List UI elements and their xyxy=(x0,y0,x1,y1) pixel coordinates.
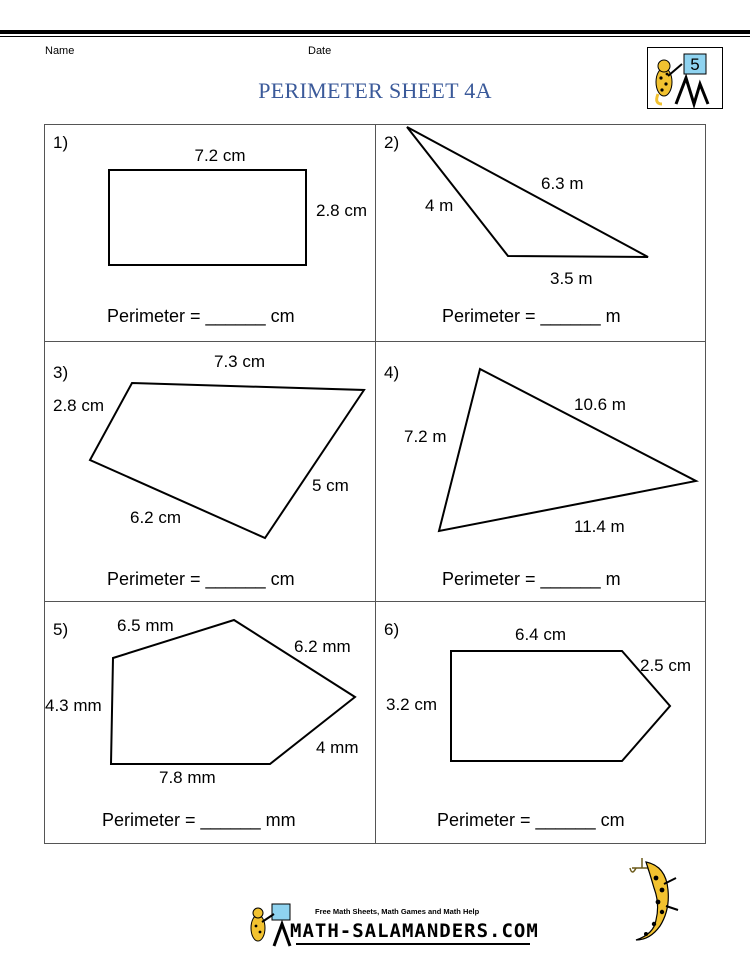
problem-5 xyxy=(44,601,376,844)
side-label: 7.2 cm xyxy=(194,146,246,165)
side-label: 6.3 m xyxy=(541,174,584,193)
footer-site-name: MATH-SALAMANDERS.COM xyxy=(290,920,539,942)
side-label: 2.8 cm xyxy=(53,396,105,415)
problem-3 xyxy=(44,341,376,602)
problem-number: 2) xyxy=(384,133,400,152)
problem-2 xyxy=(375,124,706,342)
perimeter-prompt: Perimeter = ______ cm xyxy=(107,569,295,589)
problem-6 xyxy=(375,601,706,844)
perimeter-prompt: Perimeter = ______ cm xyxy=(107,306,295,326)
side-label: 3.5 m xyxy=(550,269,593,288)
side-label: 10.6 m xyxy=(574,395,626,414)
pentagon-shape xyxy=(376,602,707,845)
side-label: 7.3 cm xyxy=(214,352,266,371)
grade-number: 5 xyxy=(690,55,700,74)
side-label: 6.4 cm xyxy=(515,625,567,644)
page-title: PERIMETER SHEET 4A xyxy=(258,78,492,103)
side-label: 6.2 mm xyxy=(294,637,351,656)
name-label: Name xyxy=(45,45,75,57)
side-label: 4.3 mm xyxy=(45,696,102,715)
perimeter-prompt: Perimeter = ______ m xyxy=(442,569,621,589)
problems-grid xyxy=(44,124,706,844)
problem-number: 1) xyxy=(53,133,69,152)
perimeter-prompt: Perimeter = ______ m xyxy=(442,306,621,326)
side-label: 7.8 mm xyxy=(159,768,216,787)
side-label: 6.5 mm xyxy=(117,616,174,635)
side-label: 5 cm xyxy=(312,476,349,495)
side-label: 6.2 cm xyxy=(130,508,182,527)
footer-underline xyxy=(296,943,530,945)
problem-number: 3) xyxy=(53,363,69,382)
date-label: Date xyxy=(308,45,332,57)
triangle-shape xyxy=(376,342,707,603)
top-rule xyxy=(0,30,750,34)
perimeter-prompt: Perimeter = ______ cm xyxy=(437,810,625,830)
footer-tagline: Free Math Sheets, Math Games and Math Help xyxy=(315,907,480,916)
side-label: 2.5 cm xyxy=(640,656,692,675)
side-label: 7.2 m xyxy=(404,427,447,446)
side-label: 2.8 cm xyxy=(316,201,368,220)
top-rule-thin xyxy=(0,36,750,37)
pentagon-shape xyxy=(45,602,377,845)
grade-logo xyxy=(647,47,723,109)
side-label: 4 mm xyxy=(316,738,359,757)
side-label: 4 m xyxy=(425,196,454,215)
side-label: 11.4 m xyxy=(574,517,625,536)
problem-number: 4) xyxy=(384,363,400,382)
problem-1 xyxy=(44,124,376,342)
side-label: 3.2 cm xyxy=(386,695,438,714)
salamander-grade-icon xyxy=(648,48,722,108)
problem-number: 5) xyxy=(53,620,69,639)
salamander-scales-icon xyxy=(624,848,704,948)
perimeter-prompt: Perimeter = ______ mm xyxy=(102,810,296,830)
quadrilateral-shape xyxy=(45,342,377,603)
problem-number: 6) xyxy=(384,620,400,639)
problem-4 xyxy=(375,341,706,602)
